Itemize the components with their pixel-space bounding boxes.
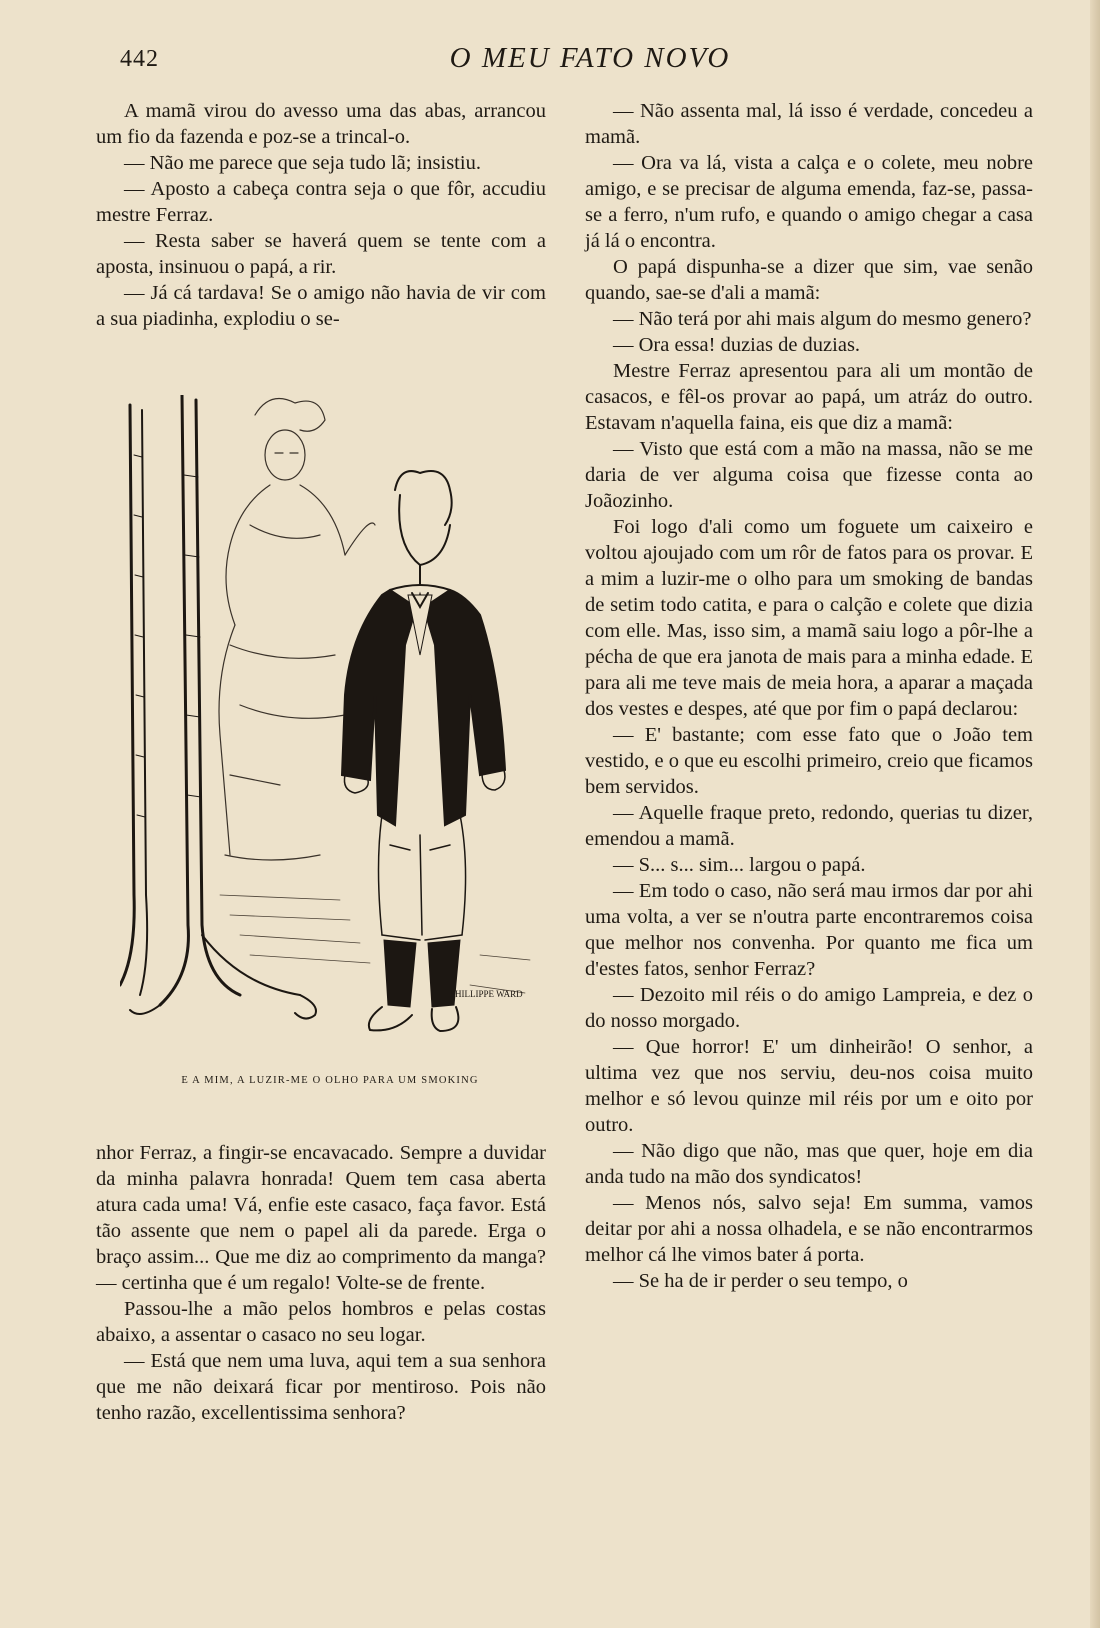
paragraph: Foi logo d'ali como um foguete um caixeiro e voltou ajoujado com um rôr de fatos para os provar. E a mim a luzir-me o olho para um smoking de bandas de setim todo catita, e para o calção e colete que dizia com elle. Mas, isso sim, a mamã saiu logo a pôr-lhe a pécha de que era janota de mais para a minha edade. E para ali me teve mais de meia hora, a aparar a maçada dos vestes e despes, até que por fim o papá declarou: (585, 516, 1033, 720)
paragraph: — Está que nem uma luva, aqui tem a sua senhora que me não deixará ficar por mentiroso. Pois não tenho razão, excellentissima senhora? (96, 1350, 546, 1424)
paragraph: A mamã virou do avesso uma das abas, arrancou um fio da fazenda e poz-se a trincal-o. (96, 100, 546, 148)
paragraph: — Já cá tardava! Se o amigo não havia de vir com a sua piadinha, explodiu o se- (96, 282, 546, 330)
paragraph: — Não terá por ahi mais algum do mesmo genero? (613, 308, 1032, 330)
paragraph: — Não me parece que seja tudo lã; insistiu. (124, 152, 481, 174)
paragraph: — Que horror! E' um dinheirão! O senhor, a ultima vez que nos serviu, deu-nos coisa muito melhor e só levou quinze mil réis por um e oito por outro. (585, 1036, 1033, 1136)
paragraph: — Não digo que não, mas que quer, hoje em dia anda tudo na mão dos syndicatos! (585, 1140, 1033, 1188)
artist-signature: PHILLIPPE WARD (450, 989, 523, 999)
paragraph: — Aposto a cabeça contra seja o que fôr, accudiu mestre Ferraz. (96, 178, 546, 226)
page-number: 442 (120, 46, 159, 72)
illustration-caption: E A MIM, A LUZIR-ME O OLHO PARA UM SMOKING (181, 1075, 479, 1086)
paragraph: — S... s... sim... largou o papá. (613, 854, 866, 876)
paragraph: — Visto que está com a mão na massa, não se me daria de ver alguma coisa que fizesse conta ao Joãozinho. (585, 438, 1033, 512)
paragraph: Mestre Ferraz apresentou para ali um montão de casacos, e fêl-os provar ao papá, um atráz do outro. Estavam n'aquella faina, eis que diz a mamã: (585, 360, 1033, 434)
paragraph: — Ora essa! duzias de duzias. (613, 334, 861, 356)
paragraph: — Em todo o caso, não será mau irmos dar por ahi uma volta, a ver se n'outra parte encontraremos coisa que melhor nos convenha. Por quanto me fica um d'estes fatos, senhor Ferraz? (585, 880, 1033, 980)
right-column (585, 98, 1033, 1294)
paragraph: — Ora va lá, vista a calça e o colete, meu nobre amigo, e se precisar de alguma emenda, faz-se, passa-se a ferro, n'um rufo, e quando o amigo chegar a casa já lá o encontra. (585, 152, 1033, 252)
paragraph: Passou-lhe a mão pelos hombros e pelas costas abaixo, a assentar o casaco no seu logar. (96, 1298, 546, 1346)
paragraph: nhor Ferraz, a fingir-se encavacado. Sempre a duvidar da minha palavra honrada! Quem tem casa aberta atura cada uma! Vá, enfie este casaco, faça favor. Está tão assente que nem o papel ali da parede. Erga o braço assim... Que me diz ao comprimento da manga? — certinha que é um regalo! Volte-se de frente. (96, 1142, 546, 1294)
left-column-lower-text (96, 1140, 546, 1426)
left-column-upper-text (96, 98, 546, 332)
paragraph: — E' bastante; com esse fato que o João tem vestido, e o que eu escolhi primeiro, creio que ficamos bem servidos. (585, 724, 1034, 798)
paragraph: — Dezoito mil réis o do amigo Lampreia, e dez o do nosso morgado. (585, 984, 1033, 1032)
paragraph: O papá dispunha-se a dizer que sim, vae senão quando, sae-se d'ali a mamã: (585, 256, 1033, 304)
page-header (0, 42, 1100, 82)
page-edge (1090, 0, 1100, 1628)
illustration-drawing (120, 395, 540, 1045)
illustration (120, 395, 540, 1086)
paragraph: — Resta saber se haverá quem se tente com a aposta, insinuou o papá, a rir. (96, 230, 546, 278)
paragraph: — Menos nós, salvo seja! Em summa, vamos deitar por ahi a nossa olhadela, e se não encontrarmos melhor cá lhe vimos bater á porta. (585, 1192, 1033, 1266)
paragraph: — Aquelle fraque preto, redondo, querias tu dizer, emendou a mamã. (585, 802, 1033, 850)
paragraph: — Se ha de ir perder o seu tempo, o (613, 1270, 908, 1292)
running-title: O MEU FATO NOVO (449, 42, 731, 74)
paragraph: — Não assenta mal, lá isso é verdade, concedeu a mamã. (585, 100, 1033, 148)
